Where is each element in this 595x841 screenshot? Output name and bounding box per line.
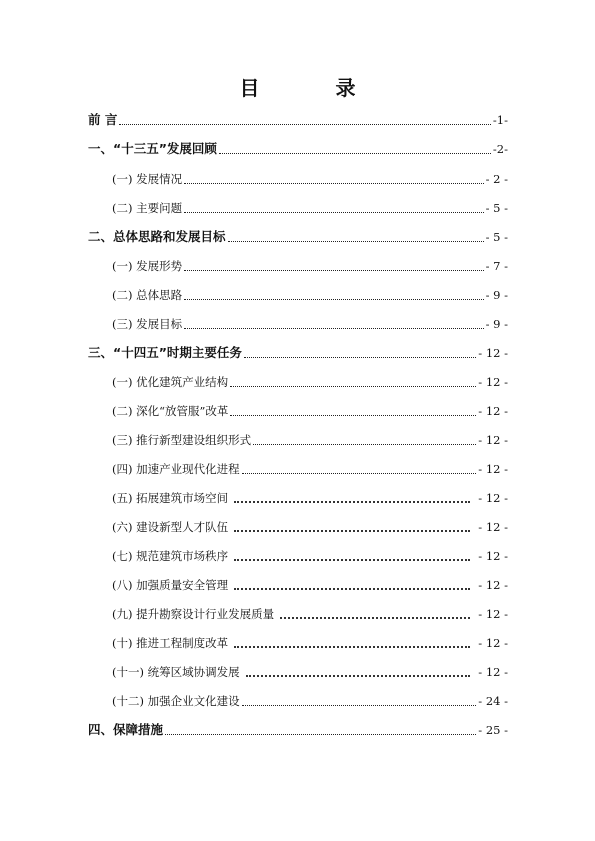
toc-entry-3-9[interactable] [112,602,508,622]
toc-entry-label: 四、保障措施 [88,722,164,737]
toc-entry-page: - 7 - [485,259,508,273]
toc-entry-page: - 9 - [485,288,508,302]
toc-leader [184,183,483,184]
toc-entry-label: (四) 加速产业现代化进程 [112,462,240,476]
toc-entry-label: (一) 发展形势 [112,259,183,273]
toc-entry-2-3[interactable] [112,312,508,332]
toc-entry-page: - 9 - [485,317,508,331]
toc-entry-page: - 5 - [485,201,508,215]
toc-entry-label: (八) 加强质量安全管理 [112,578,229,592]
toc-entry-1-2[interactable] [112,196,508,216]
toc-entry-page: - 25 - [478,723,508,737]
toc-entry-page: - 12 - [478,636,508,650]
toc-entry-chapter-2[interactable] [88,225,508,245]
toc-entry-page: - 2 - [485,172,508,186]
toc-entry-3-12[interactable] [112,689,508,709]
toc-leader [280,617,470,619]
toc-leader [244,357,476,358]
toc-entry-label: (六) 建设新型人才队伍 [112,520,229,534]
toc-entry-3-3[interactable] [112,428,508,448]
toc-leader [119,124,491,125]
toc-entry-page: - 12 - [478,520,508,534]
toc-entry-label: (十一) 统筹区域协调发展 [112,665,240,679]
toc-entry-page: - 12 - [478,549,508,563]
toc-entry-label: (二) 总体思路 [112,288,183,302]
toc-entry-3-4[interactable] [112,457,508,477]
toc-entry-page: - 12 - [478,404,508,418]
toc-leader [230,415,476,416]
toc-entry-chapter-3[interactable] [88,341,508,361]
toc-leader [228,241,484,242]
toc-entry-label: (五) 拓展建筑市场空间 [112,491,229,505]
toc-entry-page: - 24 - [478,694,508,708]
toc-entry-label: (一) 发展情况 [112,172,183,186]
toc-leader [246,675,471,677]
toc-entry-label: (二) 主要问题 [112,201,183,215]
toc-entry-3-1[interactable] [112,370,508,390]
toc-entry-label: (十) 推进工程制度改革 [112,636,229,650]
toc-entry-page: - 12 - [478,346,508,360]
toc-entry-page: - 12 - [478,433,508,447]
toc-entry-label: 一、“十三五”发展回顾 [88,141,217,156]
toc-leader [253,444,476,445]
toc-entry-chapter-4[interactable] [88,718,508,738]
toc-entry-3-10[interactable] [112,631,508,651]
toc-entry-2-2[interactable] [112,283,508,303]
toc-entry-label: (十二) 加强企业文化建设 [112,694,240,708]
toc-leader [184,299,483,300]
toc-entry-page: -1- [492,113,508,127]
toc-leader [230,386,476,387]
toc-leader [184,212,483,213]
toc-entry-2-1[interactable] [112,254,508,274]
toc-entry-label: 二、总体思路和发展目标 [88,229,226,244]
toc-entry-3-7[interactable] [112,544,508,564]
toc-entry-label: (七) 规范建筑市场秩序 [112,549,229,563]
page-title: 目 录 [239,76,384,100]
toc-leader [165,734,476,735]
toc-entry-1-1[interactable] [112,167,508,187]
toc-leader [242,473,477,474]
toc-entry-page: - 12 - [478,665,508,679]
toc-leader [242,705,477,706]
toc-leader [234,588,470,590]
toc-entry-chapter-1[interactable] [88,137,508,157]
toc-leader [234,559,470,561]
toc-entry-page: - 12 - [478,578,508,592]
toc-entry-page: - 12 - [478,491,508,505]
toc-leader [184,328,483,329]
toc-leader [234,501,470,503]
toc-entry-page: - 12 - [478,375,508,389]
toc-entry-3-11[interactable] [112,660,508,680]
toc-entry-label: (三) 发展目标 [112,317,183,331]
toc-entry-preface[interactable] [88,108,508,128]
toc-leader [219,153,491,154]
toc-entry-page: -2- [492,142,508,156]
toc-entry-label: 三、“十四五”时期主要任务 [88,345,242,360]
toc-entry-3-6[interactable] [112,515,508,535]
toc-entry-label: (三) 推行新型建设组织形式 [112,433,252,447]
toc-entry-label: (一) 优化建筑产业结构 [112,375,229,389]
toc-entry-page: - 12 - [478,607,508,621]
toc-leader [234,530,470,532]
toc-entry-3-5[interactable] [112,486,508,506]
toc-entry-label: 前 言 [88,112,118,127]
toc-entry-3-8[interactable] [112,573,508,593]
toc-leader [234,646,470,648]
toc-entry-3-2[interactable] [112,399,508,419]
toc-leader [184,270,483,271]
toc-entry-label: (二) 深化“放管服”改革 [112,404,229,418]
toc-entry-page: - 5 - [485,230,508,244]
toc-entry-label: (九) 提升勘察设计行业发展质量 [112,607,275,621]
toc-entry-page: - 12 - [478,462,508,476]
